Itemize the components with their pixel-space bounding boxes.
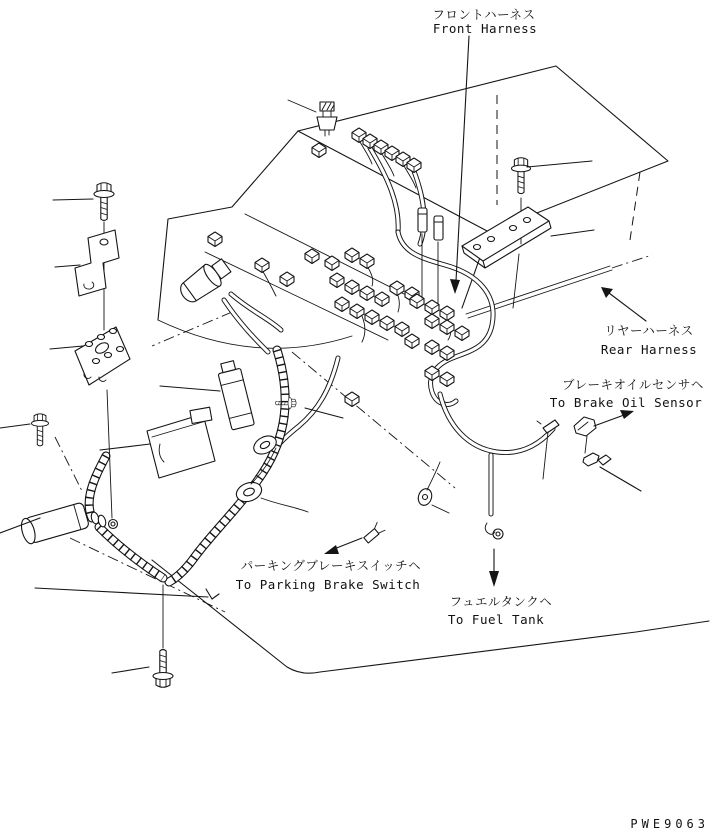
connector	[345, 248, 359, 263]
rear-harness-label-en: Rear Harness	[600, 342, 698, 357]
bracket-z	[75, 230, 119, 296]
connector	[325, 256, 339, 271]
parking-brake-terminal	[362, 522, 385, 544]
connector	[405, 334, 419, 349]
rear-harness-label-jp: リヤーハーネス	[604, 323, 694, 338]
connector	[380, 316, 394, 331]
wire-clips	[583, 453, 611, 466]
connector	[330, 273, 344, 288]
connector	[425, 340, 439, 355]
connector	[335, 297, 349, 312]
fuel-tank-branch	[485, 455, 503, 539]
front-harness-label-jp: フロントハーネス	[432, 7, 536, 22]
connector	[280, 272, 294, 287]
parking-brake-label-jp: パーキングブレーキスイッチヘ	[240, 558, 422, 573]
connector	[360, 254, 374, 269]
machine-body-outline	[55, 255, 709, 673]
connector	[455, 326, 469, 341]
grommet-sleeve	[19, 502, 118, 545]
harness-clamp	[537, 420, 559, 479]
mounting-bolt-mid-left	[32, 414, 49, 446]
connector	[375, 292, 389, 307]
drawing-code: PWE9063	[630, 817, 709, 831]
fuel-tank-label-en: To Fuel Tank	[447, 612, 545, 627]
mounting-plate-right	[462, 207, 551, 268]
connector	[425, 300, 439, 315]
connector	[440, 372, 454, 387]
fuel-tank-label-jp: フュエルタンクヘ	[449, 594, 553, 609]
brake-oil-sensor-label-jp: ブレーキオイルセンサヘ	[562, 377, 704, 392]
mount-plate-lower-left	[147, 407, 215, 478]
mounting-plate-left	[75, 327, 130, 385]
relay	[216, 359, 255, 430]
brake-oil-sensor-label-en: To Brake Oil Sensor	[549, 395, 703, 410]
connector	[365, 310, 379, 325]
connector	[208, 232, 222, 247]
connector	[345, 392, 359, 407]
connector	[305, 249, 319, 264]
mounting-bolt-bottom	[153, 585, 173, 687]
connector	[425, 314, 439, 329]
connector	[440, 320, 454, 335]
connector	[345, 280, 359, 295]
connector	[255, 258, 269, 273]
sensor-plug	[288, 100, 337, 136]
connector	[440, 306, 454, 321]
pin-connectors	[418, 208, 443, 303]
connector	[395, 322, 409, 337]
brake-oil-connector	[574, 417, 596, 453]
ring-terminals	[234, 432, 308, 512]
connector	[360, 286, 374, 301]
parking-brake-label-en: To Parking Brake Switch	[235, 577, 421, 592]
front-harness-label-en: Front Harness	[432, 21, 538, 36]
